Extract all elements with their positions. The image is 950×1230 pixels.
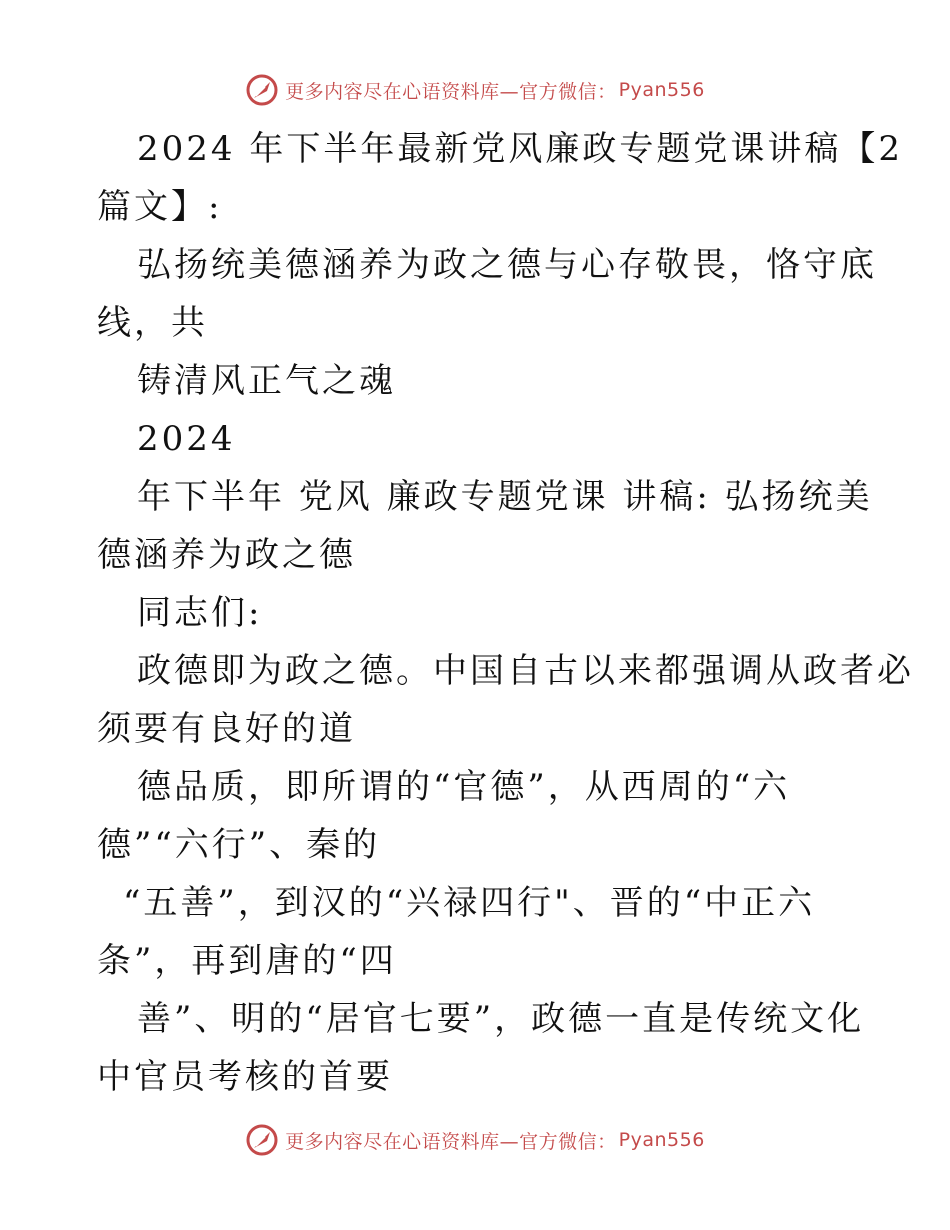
quill-logo-icon — [245, 1123, 279, 1157]
paragraph-line-1: 政德即为政之德。中国自古以来都强调从政者必 — [137, 651, 914, 691]
subtitle-line-2: 线，共 — [97, 303, 208, 343]
section-heading-line-2: 德涵养为政之德 — [97, 535, 356, 575]
document-body — [97, 120, 914, 1106]
paragraph-line-3: 德品质，即所谓的“官德”，从西周的“六 — [137, 767, 791, 807]
quill-logo-icon — [245, 73, 279, 107]
year-line: 2024 — [137, 419, 236, 459]
wechat-account: Pyan556 — [618, 79, 705, 101]
subtitle-line-1: 弘扬统美德涵养为政之德与心存敬畏，恪守底 — [137, 245, 877, 285]
paragraph-line-2: 须要有良好的道 — [97, 709, 356, 749]
paragraph-line-4: 德”“六行”、秦的 — [97, 825, 381, 865]
watermark-text: 更多内容尽在心语资料库—官方微信： — [285, 80, 617, 103]
wechat-account: Pyan556 — [618, 1129, 705, 1151]
footer-watermark-banner — [0, 1120, 950, 1160]
title-line-2: 篇文】: — [97, 187, 223, 227]
paragraph-line-6: 条”，再到唐的“四 — [97, 941, 397, 981]
paragraph-line-5: “五善”，到汉的“兴禄四行"、晋的“中正六 — [123, 883, 816, 923]
header-watermark-banner — [0, 70, 950, 110]
watermark-text: 更多内容尽在心语资料库—官方微信： — [285, 1130, 617, 1153]
title-line-1: 2024 年下半年最新党风廉政专题党课讲稿【2 — [137, 129, 903, 169]
salutation: 同志们: — [137, 593, 263, 633]
section-heading-line-1: 年下半年 党风 廉政专题党课 讲稿: 弘扬统美 — [137, 477, 873, 517]
paragraph-line-8: 中官员考核的首要 — [97, 1057, 393, 1097]
paragraph-line-7: 善”、明的“居官七要”，政德一直是传统文化 — [137, 999, 865, 1039]
subtitle-line-3: 铸清风正气之魂 — [137, 361, 396, 401]
